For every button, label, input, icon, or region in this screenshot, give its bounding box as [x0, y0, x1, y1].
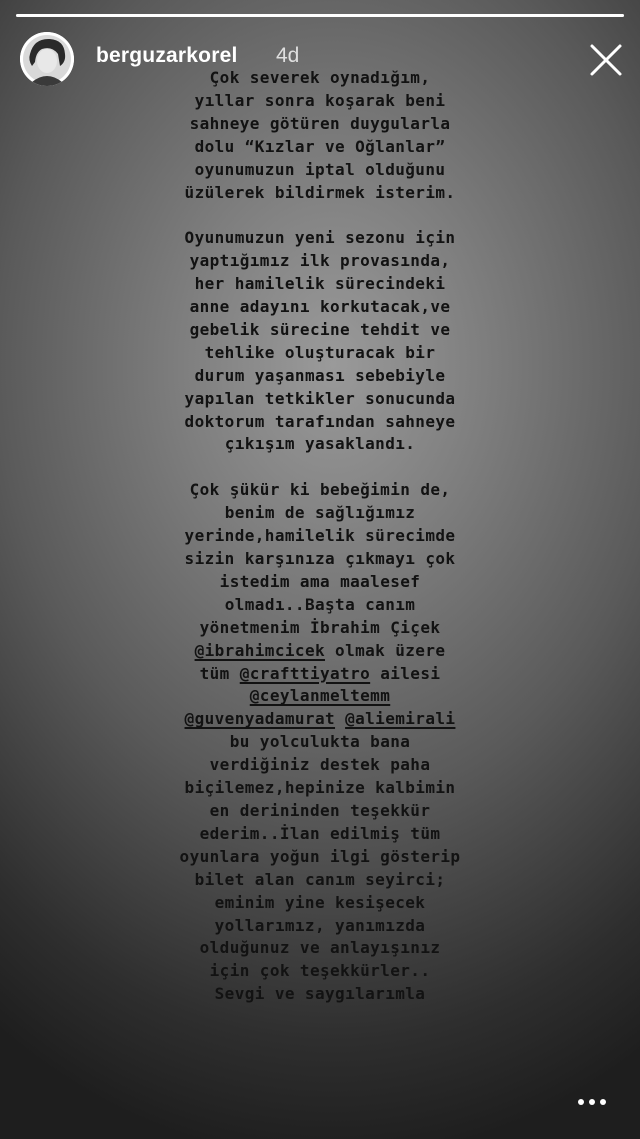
story-text-segment: sahneye götüren duygularla [189, 113, 451, 133]
story-text-segment: dolu “Kızlar ve Oğlanlar” [194, 136, 446, 156]
story-text-segment: yönetmenim İbrahim Çiçek [199, 617, 441, 637]
story-text-segment: olduğunuz ve anlayışınız [199, 938, 441, 958]
story-text-line [40, 90, 600, 113]
story-text-line [40, 731, 600, 754]
story-text-segment: yaptığımız ilk provasında, [189, 251, 451, 271]
story-text-segment: istedim ama maalesef [219, 571, 421, 591]
story-progress-bar [16, 14, 624, 17]
story-text-segment: bu yolculukta bana [229, 732, 411, 752]
story-text-segment: gebelik sürecine tehdit ve [189, 319, 451, 339]
story-paragraph [40, 67, 600, 204]
story-text-segment [335, 709, 345, 728]
story-text-line [40, 640, 600, 663]
story-paragraph [40, 227, 600, 456]
story-text-segment: en derininden teşekkür [209, 800, 431, 820]
story-text-line [40, 273, 600, 296]
story-text-line [40, 869, 600, 892]
story-text-segment: yapılan tetkikler sonucunda [184, 388, 456, 408]
story-text-line [40, 296, 600, 319]
story-text-line [40, 113, 600, 136]
story-text-segment: yollarımız, yanımızda [214, 915, 426, 935]
story-text-segment: doktorum tarafından sahneye [184, 411, 456, 431]
story-text-line [40, 342, 600, 365]
story-text-line [40, 937, 600, 960]
story-text-line [40, 502, 600, 525]
story-text-line [40, 594, 600, 617]
story-text-segment: verdiğiniz destek paha [209, 755, 431, 775]
story-text-line [40, 892, 600, 915]
story-timestamp: 4d [276, 44, 300, 67]
story-text-segment: benim de sağlığımız [224, 503, 416, 523]
story-text-segment: durum yaşanması sebebiyle [194, 365, 446, 385]
story-text-line [40, 159, 600, 182]
story-text-line [40, 800, 600, 823]
story-text-segment: ailesi [370, 663, 441, 683]
story-text-segment: biçilemez,hepinize kalbimin [184, 778, 456, 798]
story-text-segment: oyunumuzun iptal olduğunu [194, 159, 446, 179]
story-text-segment: Çok severek oynadığım, [209, 68, 431, 87]
story-text-segment: Oyunumuzun yeni sezonu için [184, 228, 456, 248]
story-text-line [40, 823, 600, 846]
story-text-line [40, 227, 600, 250]
story-text-segment: Çok şükür ki bebeğimin de, [189, 480, 451, 500]
story-text-segment: Sevgi ve saygılarımla [214, 984, 426, 1004]
story-text-line [40, 365, 600, 388]
story-text-segment: çıkışım yasaklandı. [224, 434, 416, 454]
story-text-line [40, 571, 600, 594]
more-options-icon [572, 1090, 612, 1114]
story-text-segment: yerinde,hamilelik sürecimde [184, 526, 456, 546]
story-text-line [40, 777, 600, 800]
story-text-line [40, 708, 600, 731]
story-text-segment: tüm [199, 663, 240, 683]
story-text-line [40, 411, 600, 434]
story-text-segment: olmadı..Başta canım [224, 594, 416, 614]
story-text-line [40, 685, 600, 708]
mention-link[interactable]: @aliemirali [345, 709, 456, 729]
story-progress-fill [16, 14, 624, 17]
story-username[interactable]: berguzarkorel [96, 44, 238, 67]
mention-link[interactable]: @ibrahimcicek [194, 640, 326, 660]
story-text-segment: tehlike oluşturacak bir [204, 342, 436, 362]
story-text-line [40, 136, 600, 159]
story-text-line [40, 846, 600, 869]
story-text-line [40, 388, 600, 411]
story-text-segment: oyunlara yoğun ilgi gösterip [179, 846, 461, 866]
story-text-line [40, 479, 600, 502]
story-text-content [40, 67, 600, 1029]
story-text-segment: her hamilelik sürecindeki [194, 274, 446, 294]
story-text-line [40, 960, 600, 983]
story-text-line [40, 617, 600, 640]
story-text-segment: üzülerek bildirmek isterim. [184, 182, 456, 202]
story-text-segment: anne adayını korkutacak,ve [189, 297, 451, 317]
story-text-segment: bilet alan canım seyirci; [194, 869, 446, 889]
story-text-segment: yıllar sonra koşarak beni [194, 90, 446, 110]
story-text-segment: sizin karşınıza çıkmayı çok [184, 549, 456, 568]
story-text-line [40, 433, 600, 456]
story-text-line [40, 250, 600, 273]
story-text-line [40, 754, 600, 777]
story-text-segment: için çok teşekkürler.. [209, 961, 431, 981]
mention-link[interactable]: @guvenyadamurat [184, 709, 336, 729]
story-text-line [40, 663, 600, 686]
more-options-button[interactable] [572, 1090, 612, 1114]
story-text-line [40, 548, 600, 571]
story-text-segment: olmak üzere [325, 640, 446, 660]
story-text-line [40, 182, 600, 205]
story-text-line [40, 319, 600, 342]
story-text-segment: eminim yine kesişecek [214, 892, 426, 912]
mention-link[interactable]: @ceylanmeltemm [249, 686, 391, 706]
story-text-segment: ederim..İlan edilmiş tüm [199, 823, 441, 843]
story-text-line [40, 915, 600, 938]
story-text-line [40, 983, 600, 1006]
story-text-line [40, 525, 600, 548]
story-text-line [40, 67, 600, 90]
mention-link[interactable]: @crafttiyatro [239, 663, 371, 683]
story-paragraph [40, 479, 600, 1006]
